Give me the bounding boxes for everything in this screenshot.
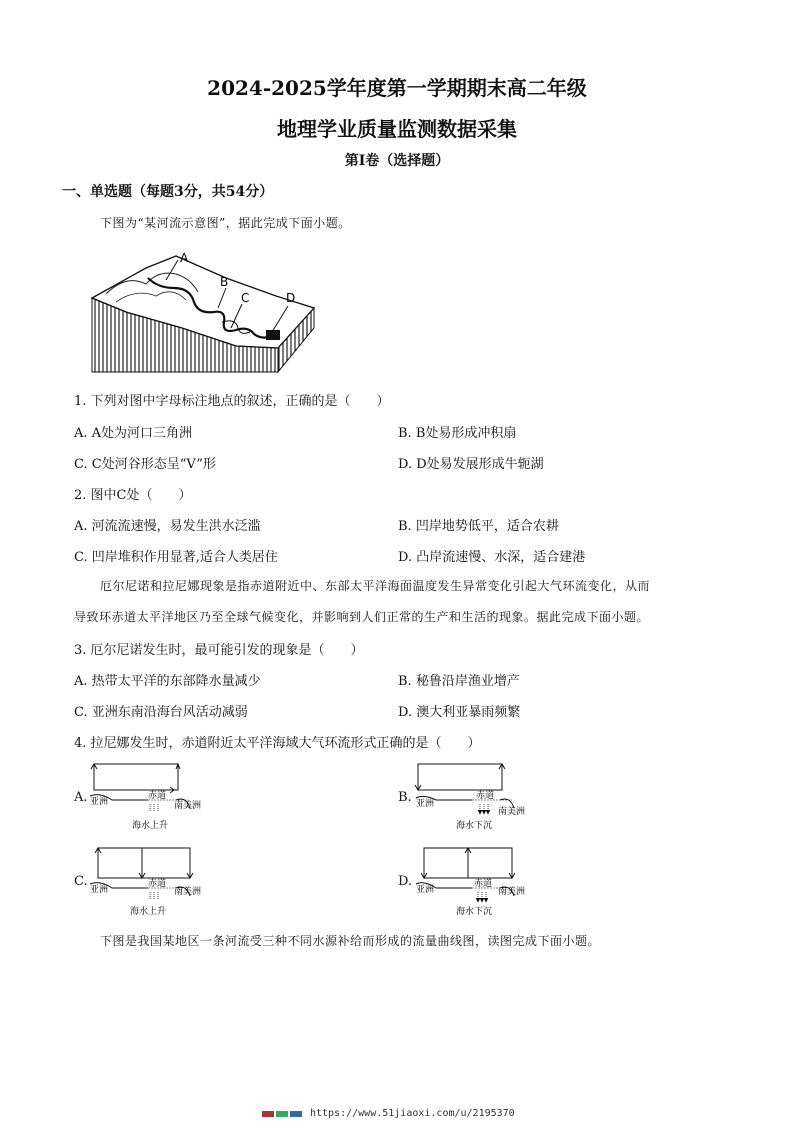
asia-label: 亚洲: [90, 885, 109, 895]
q3-option-c[interactable]: C. 亚洲东南沿海台风活动减弱: [74, 705, 248, 720]
q3-stem: 3. 厄尔尼诺发生时，最可能引发的现象是（ ）: [74, 643, 364, 658]
intro-flow: 下图是我国某地区一条河流受三种不同水源补给而形成的流量曲线图，读图完成下面小题。: [100, 934, 601, 948]
asia-label: 亚洲: [416, 885, 435, 895]
q4-option-d-letter[interactable]: D.: [398, 874, 413, 889]
q4-option-a-letter[interactable]: A.: [74, 790, 88, 805]
q4-option-d-diagram[interactable]: [414, 844, 534, 916]
intro-enso-line2: 导致环赤道太平洋地区乃至全球气候变化，并影响到人们正常的生产和生活的现象。据此完成下面小题。: [74, 610, 650, 624]
equator-label: 赤道: [148, 791, 167, 801]
q4-option-b-letter[interactable]: B.: [398, 790, 412, 805]
q2-option-d[interactable]: D. 凸岸流速慢、水深，适合建港: [398, 550, 586, 565]
south-america-label: 南美洲: [498, 887, 526, 897]
page-title: 2024-2025学年度第一学期期末高二年级: [207, 76, 587, 100]
q1-option-c[interactable]: C. C处河谷形态呈“V”形: [74, 457, 216, 472]
footer-url[interactable]: https://www.51jiaoxi.com/u/2195370: [310, 1108, 515, 1119]
river-diagram: [86, 248, 322, 374]
ocean-label: 海水下沉: [456, 821, 493, 831]
equator-label: 赤道: [148, 879, 167, 889]
asia-label: 亚洲: [90, 797, 109, 807]
q2-option-a[interactable]: A. 河流流速慢，易发生洪水泛滥: [74, 519, 261, 534]
ocean-label: 海水上升: [130, 907, 167, 916]
q3-option-a[interactable]: A. 热带太平洋的东部降水量减少: [74, 674, 261, 689]
q1-stem: 1. 下列对图中字母标注地点的叙述，正确的是（ ）: [74, 394, 390, 409]
volume-heading: 第Ⅰ卷（选择题）: [344, 153, 450, 169]
q1-option-b[interactable]: B. B处易形成冲积扇: [398, 426, 517, 441]
equator-label: 赤道: [474, 879, 493, 889]
asia-label: 亚洲: [416, 799, 435, 809]
page-subtitle: 地理学业质量监测数据采集: [277, 117, 517, 141]
q4-option-c-diagram[interactable]: [90, 844, 210, 916]
label-c: C: [241, 291, 250, 305]
q4-option-a-diagram[interactable]: [90, 760, 210, 832]
q1-option-a[interactable]: A. A处为河口三角洲: [74, 426, 193, 441]
south-america-label: 南美洲: [174, 801, 202, 811]
watermark-logo-icon: [262, 1110, 304, 1118]
label-b: B: [220, 275, 229, 289]
intro-enso-line1: 厄尔尼诺和拉尼娜现象是指赤道附近中、东部太平洋海面温度发生异常变化引起大气环流变化，从而: [100, 579, 651, 593]
label-a: A: [180, 251, 189, 265]
ocean-label: 海水上升: [132, 821, 169, 831]
south-america-label: 南美洲: [498, 807, 526, 817]
ocean-label: 海水下沉: [456, 907, 493, 916]
q3-option-b[interactable]: B. 秘鲁沿岸渔业增产: [398, 674, 520, 689]
footer: [262, 1108, 515, 1119]
section-heading: 一、单选题（每题3分，共54分）: [62, 184, 274, 200]
q1-option-d[interactable]: D. D处易发展形成牛轭湖: [398, 457, 544, 472]
q4-option-c-letter[interactable]: C.: [74, 874, 88, 889]
q2-option-b[interactable]: B. 凹岸地势低平，适合农耕: [398, 519, 559, 534]
equator-label: 赤道: [476, 791, 495, 801]
label-d: D: [286, 291, 296, 305]
south-america-label: 南美洲: [174, 887, 202, 897]
q2-option-c[interactable]: C. 凹岸堆积作用显著,适合人类居住: [74, 550, 278, 565]
q4-stem: 4. 拉尼娜发生时，赤道附近太平洋海域大气环流形式正确的是（ ）: [74, 736, 481, 751]
q2-stem: 2. 图中C处（ ）: [74, 488, 192, 503]
q3-option-d[interactable]: D. 澳大利亚暴雨频繁: [398, 705, 521, 720]
q4-option-b-diagram[interactable]: [414, 760, 534, 832]
intro-river: 下图为“某河流示意图”，据此完成下面小题。: [100, 216, 351, 230]
